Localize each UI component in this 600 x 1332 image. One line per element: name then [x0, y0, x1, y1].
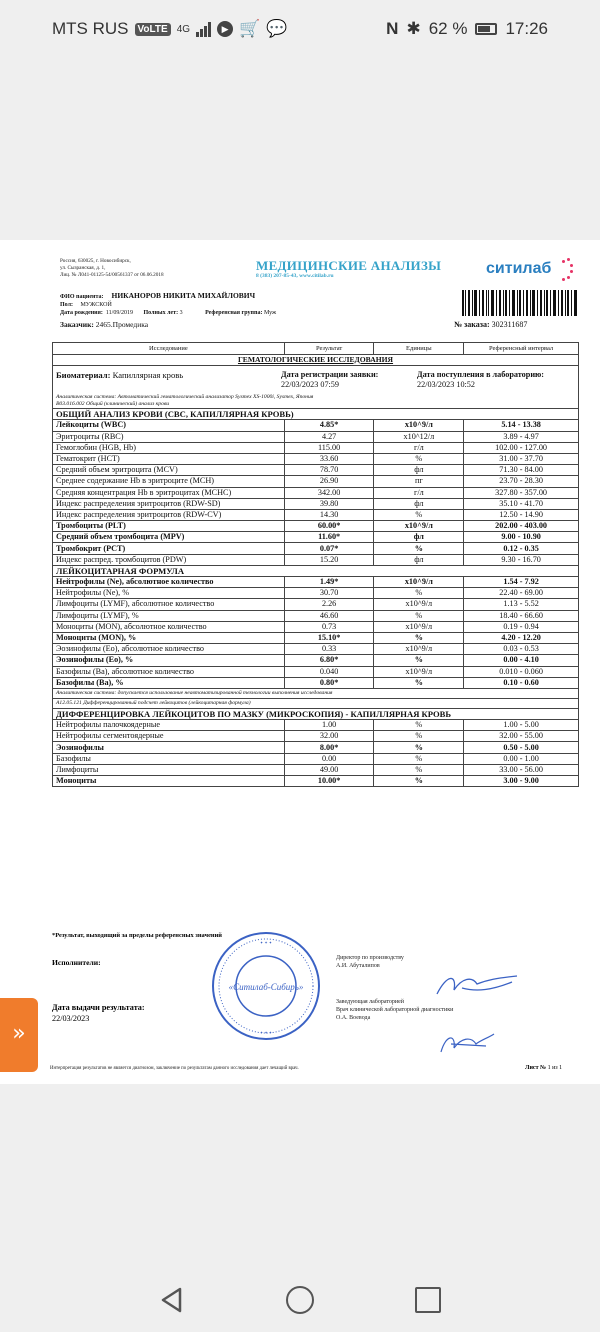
table-row [53, 632, 579, 643]
unit: % [374, 720, 464, 731]
section-title: ДИФФЕРЕНЦИРОВКА ЛЕЙКОЦИТОВ ПО МАЗКУ (МИКРОСКОПИЯ) - КАПИЛЛЯРНАЯ КРОВЬ [53, 708, 579, 719]
issue-label: Дата выдачи результата: [52, 1003, 145, 1012]
sex-value: МУЖСКОЙ [80, 302, 112, 308]
table-row [53, 588, 579, 599]
table-row [53, 476, 579, 487]
reference-range: 23.70 - 28.30 [464, 476, 579, 487]
reference-range: 9.00 - 10.90 [464, 532, 579, 543]
unit: % [374, 677, 464, 688]
unit: % [374, 610, 464, 621]
col-header: Референсный интервал [464, 343, 579, 355]
group-title: ГЕМАТОЛОГИЧЕСКИЕ ИССЛЕДОВАНИЯ [53, 355, 579, 366]
test-name: Нейтрофилы палочкоядерные [53, 720, 285, 731]
unit: x10^9/л [374, 666, 464, 677]
result-value: 15.10* [284, 632, 374, 643]
patient-name: НИКАНОРОВ НИКИТА МИХАЙЛОВИЧ [111, 291, 256, 300]
section-title: ОБЩИЙ АНАЛИЗ КРОВИ (CBC, КАПИЛЛЯРНАЯ КРОВЬ) [53, 409, 579, 420]
reference-range: 71.30 - 84.00 [464, 465, 579, 476]
col-header: Исследование [53, 343, 285, 355]
unit: % [374, 753, 464, 764]
table-row [53, 509, 579, 520]
test-name: Лимфоциты (LYMF), абсолютное количество [53, 599, 285, 610]
director-title: Директор по производству [336, 955, 404, 961]
analyzer-note [56, 394, 313, 408]
registration-label: Дата регистрации заявки: [281, 370, 379, 380]
reference-range: 0.50 - 5.00 [464, 742, 579, 753]
reference-range: 0.00 - 1.00 [464, 753, 579, 764]
reference-range: 32.00 - 55.00 [464, 731, 579, 742]
unit: x10^9/л [374, 599, 464, 610]
reference-range: 5.14 - 13.38 [464, 420, 579, 431]
unit: % [374, 632, 464, 643]
reference-range: 202.00 - 403.00 [464, 521, 579, 532]
test-name: Эозинофилы [53, 742, 285, 753]
result-value: 10.00* [284, 776, 374, 787]
table-header-row [53, 343, 579, 355]
age-label: Полных лет: [143, 310, 179, 316]
order-number [454, 320, 527, 329]
table-row [53, 577, 579, 588]
test-name: Гемоглобин (HGB, Hb) [53, 442, 285, 453]
result-value: 1.49* [284, 577, 374, 588]
table-row [53, 543, 579, 554]
table-row [53, 655, 579, 666]
table-row [53, 431, 579, 442]
stamp-label: «Ситилаб-Сибирь» [228, 982, 304, 992]
result-value: 30.70 [284, 588, 374, 599]
table-row [53, 599, 579, 610]
customer-value: 2465.Промедика [95, 320, 149, 329]
result-value: 39.80 [284, 498, 374, 509]
order-label: № заказа: [454, 320, 490, 329]
head-name: О.А. Воевода [336, 1015, 371, 1021]
test-name: Средний объем эритроцита (MCV) [53, 465, 285, 476]
signal-icon [196, 21, 211, 37]
result-value: 1.00 [284, 720, 374, 731]
recents-icon[interactable] [415, 1287, 441, 1313]
out-of-range-footnote: *Результат, выходящий за пределы референсных значений [52, 932, 222, 939]
reference-range: 1.54 - 7.92 [464, 577, 579, 588]
test-name: Лимфоциты (LYMF), % [53, 610, 285, 621]
director-name: А.И. Абуталипов [336, 963, 380, 969]
section-row [53, 409, 579, 420]
test-name: Эозинофилы (Eo), абсолютное количество [53, 644, 285, 655]
issue-date [52, 1002, 145, 1024]
result-value: 342.00 [284, 487, 374, 498]
citilab-logo: ситилаб [486, 260, 552, 277]
table-row [53, 621, 579, 632]
reference-range: 0.19 - 0.94 [464, 621, 579, 632]
youtube-icon: ▶ [217, 21, 233, 37]
test-name: Эозинофилы (Eo), % [53, 655, 285, 666]
table-row [53, 532, 579, 543]
result-value: 0.040 [284, 666, 374, 677]
biomaterial [56, 370, 183, 380]
result-value: 4.27 [284, 431, 374, 442]
unit: x10^9/л [374, 644, 464, 655]
table-row [53, 666, 579, 677]
unit: фл [374, 465, 464, 476]
test-name: Нейтрофилы (Ne), % [53, 588, 285, 599]
order-value: 302311687 [491, 320, 528, 329]
unit: % [374, 509, 464, 520]
dob-label: Дата рождения: [60, 310, 103, 316]
unit: % [374, 731, 464, 742]
test-name: Базофилы [53, 753, 285, 764]
result-value: 15.20 [284, 554, 374, 565]
result-value: 14.30 [284, 509, 374, 520]
arrival-value: 22/03/2023 10:52 [417, 380, 475, 390]
table-row [53, 487, 579, 498]
test-name: Лимфоциты [53, 764, 285, 775]
head-title-2: Врач клинической лабораторной диагностики [336, 1007, 454, 1013]
table-row [53, 720, 579, 731]
reference-range: 1.00 - 5.00 [464, 720, 579, 731]
test-name: Гематокрит (HCT) [53, 453, 285, 464]
unit: x10^9/л [374, 621, 464, 632]
arrival-date [417, 370, 544, 390]
reference-range: 1.13 - 5.52 [464, 599, 579, 610]
status-bar [0, 0, 600, 58]
table-row [53, 442, 579, 453]
issue-value: 22/03/2023 [52, 1014, 90, 1023]
unit: % [374, 764, 464, 775]
result-value: 32.00 [284, 731, 374, 742]
refgroup-value: Муж [263, 310, 277, 316]
method-note: A12.05.121 Дифференцированный подсчет лейкоцитов (лейкоцитарная формула) [53, 698, 579, 708]
table-row [53, 677, 579, 688]
network-type: 4G [176, 23, 191, 35]
unit: г/л [374, 487, 464, 498]
test-name: Эритроциты (RBC) [53, 431, 285, 442]
shopping-app-icon: 🛒 [239, 19, 261, 38]
svg-text:✦ ✦ ✦: ✦ ✦ ✦ [259, 1030, 273, 1035]
reference-range: 12.50 - 14.90 [464, 509, 579, 520]
result-value: 0.07* [284, 543, 374, 554]
home-icon[interactable] [286, 1286, 314, 1314]
test-name: Средний объем тромбоцита (MPV) [53, 532, 285, 543]
double-chevron-right-icon: » [12, 1021, 26, 1046]
result-value: 2.26 [284, 599, 374, 610]
volte-badge: VoLTE [135, 23, 171, 36]
barcode-image [462, 290, 578, 316]
table-row [53, 420, 579, 431]
reference-range: 4.20 - 12.20 [464, 632, 579, 643]
section-row [53, 708, 579, 719]
registration-date [281, 370, 378, 390]
reference-range: 0.10 - 0.60 [464, 677, 579, 688]
section-row [53, 565, 579, 576]
unit: фл [374, 532, 464, 543]
dob-value: 11/09/2019 [105, 310, 134, 316]
table-row [53, 465, 579, 476]
director-signature [432, 970, 522, 1000]
reference-range: 18.40 - 66.60 [464, 610, 579, 621]
disclaimer: Интерпретация результатов не является диагнозом, заключение по результатам данного исследования дает лечащий врач. [50, 1066, 299, 1071]
reference-range: 31.00 - 37.70 [464, 453, 579, 464]
test-name: Базофилы (Ba), % [53, 677, 285, 688]
test-name: Индекс распределения эритроцитов (RDW-CV) [53, 509, 285, 520]
age-value: 3 [179, 310, 183, 316]
table-row [53, 742, 579, 753]
result-value: 0.00 [284, 753, 374, 764]
result-value: 26.90 [284, 476, 374, 487]
logo-dots-icon [562, 258, 574, 282]
svg-text:✦ ✦ ✦: ✦ ✦ ✦ [259, 940, 273, 945]
table-row [53, 554, 579, 565]
carrier-label: MTS RUS [52, 19, 129, 38]
address-line: ул. Сызранская, д. 1, [60, 265, 106, 271]
reference-range: 22.40 - 69.00 [464, 588, 579, 599]
biomaterial-label: Биоматериал: [56, 370, 111, 381]
col-header: Единицы [374, 343, 464, 355]
patient-info [60, 292, 276, 317]
sheet-number [525, 1065, 562, 1071]
test-name: Лейкоциты (WBC) [53, 420, 285, 431]
biomaterial-row [53, 366, 579, 409]
result-value: 33.60 [284, 453, 374, 464]
unit: x10^9/л [374, 521, 464, 532]
reference-range: 3.00 - 9.00 [464, 776, 579, 787]
reference-range: 0.12 - 0.35 [464, 543, 579, 554]
group-title-row [53, 355, 579, 366]
test-name: Средняя концентрация Hb в эритроцитах (MCHC) [53, 487, 285, 498]
note-row [53, 698, 579, 708]
executors-label: Исполнители: [52, 958, 101, 967]
result-value: 49.00 [284, 764, 374, 775]
bluetooth-icon: ✱ [406, 19, 421, 38]
battery-percent: 62 % [428, 19, 468, 38]
result-value: 6.80* [284, 655, 374, 666]
reference-range: 33.00 - 56.00 [464, 764, 579, 775]
reference-range: 35.10 - 41.70 [464, 498, 579, 509]
lab-stamp [210, 930, 322, 1042]
unit: г/л [374, 442, 464, 453]
chat-icon: 💬 [266, 19, 288, 38]
result-value: 78.70 [284, 465, 374, 476]
table-row [53, 453, 579, 464]
test-name: Моноциты (MON), абсолютное количество [53, 621, 285, 632]
unit: x10^9/л [374, 420, 464, 431]
battery-icon [475, 23, 497, 35]
test-name: Нейтрофилы сегментоядерные [53, 731, 285, 742]
table-row [53, 731, 579, 742]
reference-range: 0.03 - 0.53 [464, 644, 579, 655]
result-value: 46.60 [284, 610, 374, 621]
code-note: B03.016.002 Общий (клинический) анализ крови [56, 401, 170, 408]
result-value: 8.00* [284, 742, 374, 753]
reference-range: 3.89 - 4.97 [464, 431, 579, 442]
test-name: Тромбокрит (PCT) [53, 543, 285, 554]
head-signature [436, 1030, 496, 1058]
test-name: Моноциты [53, 776, 285, 787]
sheet-value: 1 из 1 [547, 1065, 563, 1071]
result-value: 4.85* [284, 420, 374, 431]
reference-range: 0.010 - 0.060 [464, 666, 579, 677]
test-name: Нейтрофилы (Ne), абсолютное количество [53, 577, 285, 588]
fio-label: ФИО пациента: [60, 294, 104, 300]
note-row [53, 688, 579, 698]
results-table [52, 342, 579, 787]
registration-value: 22/03/2023 07:59 [281, 380, 339, 390]
unit: x10^12/л [374, 431, 464, 442]
refgroup-label: Референсная группа: [205, 310, 263, 316]
lab-report-document[interactable] [0, 240, 600, 1084]
address-line: Россия, 630025, г. Новосибирск, [60, 258, 131, 264]
table-row [53, 610, 579, 621]
back-icon[interactable] [158, 1286, 186, 1314]
test-name: Индекс распределения эритроцитов (RDW-SD) [53, 498, 285, 509]
navigation-bar [0, 1268, 600, 1332]
reference-range: 9.30 - 16.70 [464, 554, 579, 565]
lab-contacts: 8 (383) 207-85-43, www.citilab.ru [256, 273, 334, 279]
test-name: Моноциты (MON), % [53, 632, 285, 643]
result-value: 115.00 [284, 442, 374, 453]
customer-line [60, 320, 148, 329]
test-name: Базофилы (Ba), абсолютное количество [53, 666, 285, 677]
clock: 17:26 [505, 19, 548, 38]
unit: x10^9/л [374, 577, 464, 588]
test-name: Среднее содержание Hb в эритроците (MCH) [53, 476, 285, 487]
unit: % [374, 742, 464, 753]
head-title: Заведующая лабораторией [336, 999, 404, 1005]
result-value: 60.00* [284, 521, 374, 532]
table-row [53, 644, 579, 655]
arrival-label: Дата поступления в лабораторию: [417, 370, 545, 380]
customer-label: Заказчик: [60, 320, 94, 329]
unit: фл [374, 554, 464, 565]
reference-range: 0.00 - 4.10 [464, 655, 579, 666]
section-title: ЛЕЙКОЦИТАРНАЯ ФОРМУЛА [53, 565, 579, 576]
method-note: Аналитическая система: допускается использование неавтоматизированной технологии выполнения исследования [53, 688, 579, 698]
reference-range: 327.80 - 357.00 [464, 487, 579, 498]
analyzer-text: Аналитическая система: Автоматический гематологический анализатор Sysmex XS-1000i, Sysmex, Япония [56, 394, 314, 401]
unit: % [374, 453, 464, 464]
reference-range: 102.00 - 127.00 [464, 442, 579, 453]
nfc-icon: N [386, 19, 399, 38]
report-title: МЕДИЦИНСКИЕ АНАЛИЗЫ [256, 258, 442, 273]
unit: фл [374, 498, 464, 509]
sex-label: Пол: [60, 302, 73, 308]
unit: % [374, 776, 464, 787]
result-value: 11.60* [284, 532, 374, 543]
test-name: Индекс распред. тромбоцитов (PDW) [53, 554, 285, 565]
table-row [53, 753, 579, 764]
table-row [53, 521, 579, 532]
table-row [53, 498, 579, 509]
unit: % [374, 588, 464, 599]
result-value: 0.80* [284, 677, 374, 688]
result-value: 0.73 [284, 621, 374, 632]
col-header: Результат [284, 343, 374, 355]
test-name: Тромбоциты (PLT) [53, 521, 285, 532]
unit: % [374, 543, 464, 554]
lab-address [60, 258, 220, 279]
license-line: Лиц. № Л041-01125-54/00561337 от 06.06.2018 [60, 272, 164, 278]
expand-side-panel-button[interactable] [0, 998, 38, 1072]
unit: пг [374, 476, 464, 487]
table-row [53, 776, 579, 787]
biomaterial-value: Капиллярная кровь [112, 370, 184, 381]
unit: % [374, 655, 464, 666]
sheet-label: Лист № [525, 1065, 547, 1071]
result-value: 0.33 [284, 644, 374, 655]
table-row [53, 764, 579, 775]
